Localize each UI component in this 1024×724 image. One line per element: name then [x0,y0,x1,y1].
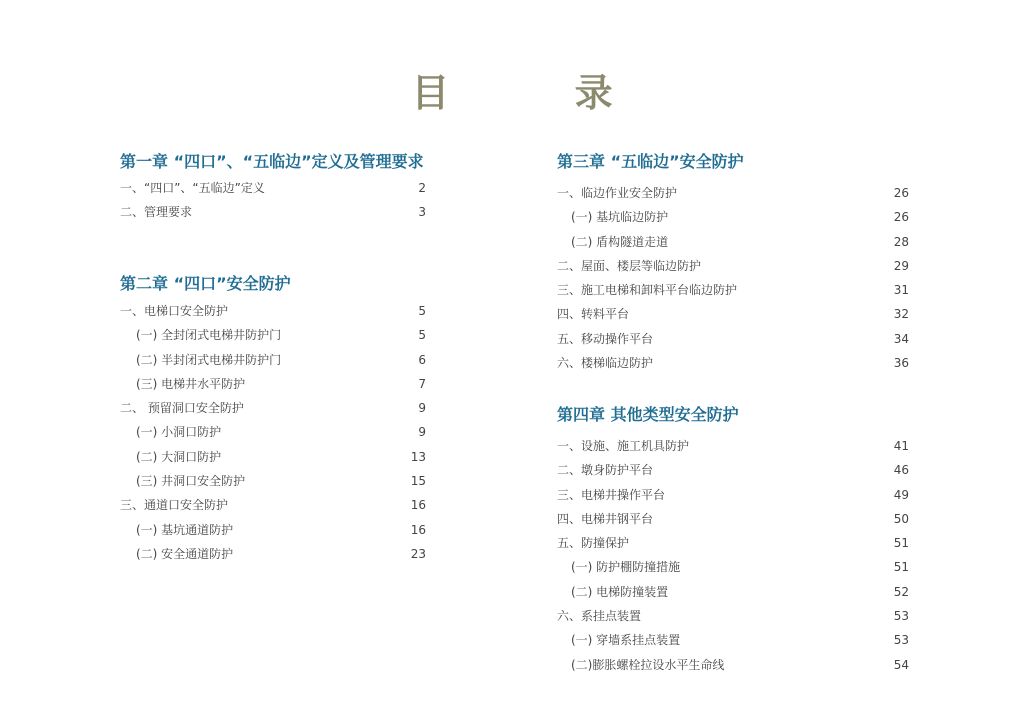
toc-label: 六、楼梯临边防护 [557,356,654,371]
toc-label: 一、电梯口安全防护 [120,304,229,318]
toc-label: (二) 电梯防撞装置 [571,584,669,599]
toc-label: 四、电梯井钢平台 [557,511,654,526]
toc-entry[interactable] [557,302,909,326]
toc-label: (三) 电梯井水平防护 [136,376,246,391]
toc-entry[interactable] [120,176,426,200]
toc-entry[interactable] [557,434,909,458]
toc-label: (一) 基坑通道防护 [136,522,234,537]
toc-label: (二) 安全通道防护 [136,546,234,561]
toc-entry[interactable] [557,278,909,302]
toc-label: (二)膨胀螺栓拉设水平生命线 [571,657,725,672]
toc-entry[interactable] [120,396,426,420]
toc-label: (一) 穿墙系挂点装置 [571,633,681,648]
toc-label: (一) 全封闭式电梯井防护门 [136,328,282,343]
toc-page: 26 [893,186,909,200]
toc-page: 54 [893,657,909,672]
chapter-heading: 第三章 “五临边”安全防护 [557,152,744,171]
toc-label: (一) 防护棚防撞措施 [571,560,681,575]
toc-page: 50 [893,511,909,526]
chapter-4-section [557,404,909,672]
toc-page: 16 [410,498,426,513]
toc-label: 五、移动操作平台 [557,331,654,346]
toc-entry[interactable] [557,555,909,579]
toc-label: 二、屋面、楼层等临边防护 [557,258,702,273]
toc-page: 5 [418,304,426,318]
toc-entry[interactable] [120,445,426,469]
toc-label: 三、电梯井操作平台 [557,487,666,502]
toc-label: (二) 半封闭式电梯井防护门 [136,352,282,367]
toc-label: (二) 盾构隧道走道 [571,234,669,249]
toc-page: 16 [410,522,426,537]
toc-page: 15 [410,474,426,489]
toc-label: (一) 小洞口防护 [136,425,222,440]
toc-entry[interactable] [557,351,909,375]
toc-page: 23 [410,546,426,561]
toc-label: 一、“四口”、“五临边”定义 [120,181,265,195]
toc-page: 29 [893,258,909,273]
page-title: 目 录 [411,71,669,115]
toc-page: 13 [410,449,426,464]
toc-label: 五、防撞保护 [557,536,630,551]
toc-entry[interactable] [120,542,426,566]
toc-label: 一、临边作业安全防护 [557,186,678,200]
toc-entry[interactable] [557,230,909,254]
chapter-3-section [557,151,909,371]
toc-entry[interactable] [557,254,909,278]
toc-entry[interactable] [557,604,909,628]
toc-label: (二) 大洞口防护 [136,449,222,464]
toc-entry[interactable] [120,518,426,542]
toc-label: (一) 基坑临边防护 [571,210,669,225]
toc-page: 9 [418,401,426,416]
toc-page: 32 [893,307,909,322]
chapter-1-section [120,151,426,220]
toc-label: 一、设施、施工机具防护 [557,439,690,453]
toc-page: 49 [893,487,909,502]
toc-page: 53 [893,633,909,648]
toc-page: 53 [893,609,909,624]
toc-label: 三、通道口安全防护 [120,498,229,513]
toc-page: 3 [418,205,426,220]
toc-page: 9 [418,425,426,440]
toc-entry[interactable] [120,372,426,396]
toc-entry[interactable] [557,628,909,652]
toc-entry[interactable] [557,181,909,205]
toc-entry[interactable] [120,299,426,323]
toc-entry[interactable] [557,507,909,531]
toc-entry[interactable] [557,531,909,555]
toc-page: 46 [893,463,909,478]
chapter-2-section [120,273,426,561]
toc-page: 41 [893,439,909,453]
chapter-heading: 第二章 “四口”安全防护 [120,274,291,293]
toc-entry[interactable] [557,205,909,229]
toc-entry[interactable] [557,458,909,482]
chapter-heading: 第一章 “四口”、“五临边”定义及管理要求 [120,152,424,171]
toc-entry[interactable] [120,420,426,444]
toc-label: 二、 预留洞口安全防护 [120,401,244,416]
toc-page: 52 [893,584,909,599]
toc-page: 7 [418,376,426,391]
toc-page: 2 [418,181,426,195]
toc-label: 二、管理要求 [120,205,193,220]
toc-page: 31 [893,283,909,298]
toc-page: 36 [893,356,909,371]
toc-entry[interactable] [557,483,909,507]
toc-label: 六、系挂点装置 [557,609,642,624]
toc-label: 二、墩身防护平台 [557,463,654,478]
toc-page: 51 [893,536,909,551]
toc-label: (三) 井洞口安全防护 [136,474,246,489]
toc-page: 28 [893,234,909,249]
toc-page: 51 [893,560,909,575]
toc-entry[interactable] [557,580,909,604]
toc-page: 5 [418,328,426,343]
toc-entry[interactable] [557,653,909,677]
toc-page: 26 [893,210,909,225]
toc-entry[interactable] [120,493,426,517]
toc-page: 34 [893,331,909,346]
toc-page: 6 [418,352,426,367]
toc-entry[interactable] [557,327,909,351]
toc-label: 四、转料平台 [557,307,630,322]
chapter-heading: 第四章 其他类型安全防护 [557,405,739,424]
toc-label: 三、施工电梯和卸料平台临边防护 [557,283,738,298]
toc-entry[interactable] [120,469,426,493]
toc-entry[interactable] [120,323,426,347]
toc-entry[interactable] [120,348,426,372]
toc-entry[interactable] [120,200,426,224]
